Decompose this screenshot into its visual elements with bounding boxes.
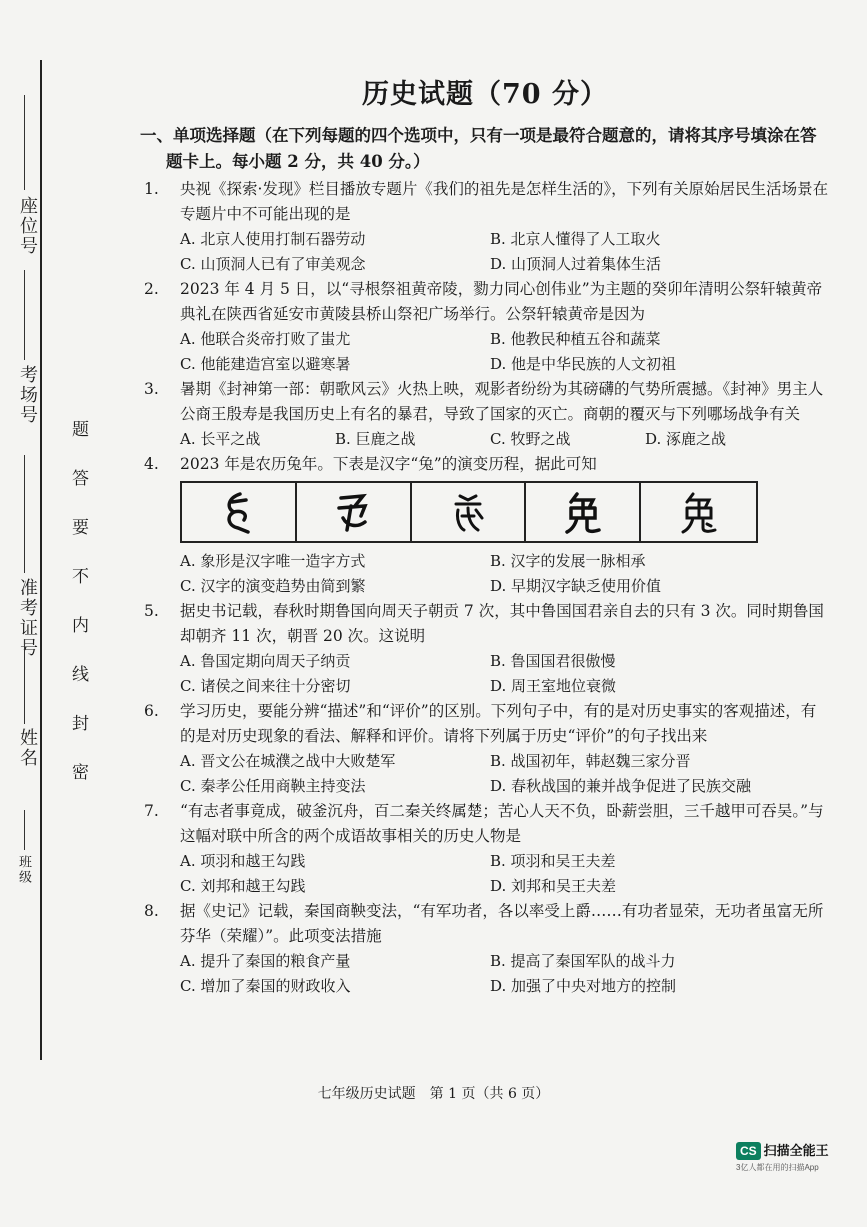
option-c: C. 诸侯之间来往十分密切	[180, 677, 351, 695]
binding-margin	[0, 0, 120, 1227]
option-b: B. 项羽和吴王夫差	[490, 852, 616, 870]
name-blank	[24, 640, 25, 724]
question-5: 5. 据史书记载，春秋时期鲁国向周天子朝贡 7 次，其中鲁国国君亲自去的只有 3 次。同时期鲁国却朝齐 11 次，朝晋 20 次。这说明 A. 鲁国定期向周天子纳贡 B. 鲁国国君很傲慢 C. 诸侯之间来往十分密切 D. 周王室地位衰微	[140, 599, 830, 699]
option-a: A. 北京人使用打制石器劳动	[180, 230, 366, 248]
question-stem: 暑期《封神第一部：朝歌风云》火热上映，观影者纷纷为其磅礴的气势所震撼。《封神》男主人公商王殷寿是我国历史上有名的暴君，导致了国家的灭亡。商朝的覆灭与下列哪场战争有关	[180, 380, 824, 423]
option-c: C. 秦孝公任用商鞅主持变法	[180, 777, 366, 795]
option-b: B. 提高了秦国军队的战斗力	[490, 952, 676, 970]
option-b: B. 他教民种植五谷和蔬菜	[490, 330, 661, 348]
ticket-blank	[24, 455, 25, 573]
option-d: D. 早期汉字缺乏使用价值	[490, 577, 662, 595]
option-c: C. 刘邦和越王勾践	[180, 877, 306, 895]
question-2: 2. 2023 年 4 月 5 日，以“寻根祭祖黄帝陵，勠力同心创伟业”为主题的癸卯年清明公祭轩辕黄帝典礼在陕西省延安市黄陵县桥山祭祀广场举行。公祭轩辕黄帝是因为 A. 他联合炎帝打败了蚩尤 B. 他教民种植五谷和蔬菜 C. 他能建造宫室以避寒暑 D. 他是中华民族的人文初祖	[140, 277, 830, 377]
scanner-name: 扫描全能王	[763, 1143, 829, 1158]
clerical-glyph	[526, 483, 641, 541]
option-d: D. 刘邦和吴王夫差	[490, 877, 617, 895]
seat-blank	[24, 95, 25, 190]
section-heading: 一、单项选择题（在下列每题的四个选项中，只有一项是最符合题意的，请将其序号填涂在答题卡上。每小题 2 分，共 40 分。）	[140, 126, 817, 171]
question-stem: 学习历史，要能分辨“描述”和“评价”的区别。下列句子中，有的是对历史事实的客观描述，有的是对历史现象的看法、解释和评价。请将下列属于历史“评价”的句子找出来	[180, 702, 817, 745]
option-d: D. 山顶洞人过着集体生活	[490, 255, 662, 273]
scanner-tagline: 3亿人都在用的扫描App	[736, 1163, 819, 1172]
rabbit-evolution-table	[180, 481, 758, 543]
option-d: D. 周王室地位衰微	[490, 677, 617, 695]
option-a: A. 他联合炎帝打败了蚩尤	[180, 330, 351, 348]
seat-label: 座位号	[17, 196, 38, 256]
option-d: D. 加强了中央对地方的控制	[490, 977, 677, 995]
ticket-label: 准考证号	[17, 578, 38, 658]
question-stem: 据史书记载，春秋时期鲁国向周天子朝贡 7 次，其中鲁国国君亲自去的只有 3 次。同时期鲁国却朝齐 11 次，朝晋 20 次。这说明	[180, 602, 824, 645]
exam-body	[140, 72, 830, 999]
exam-room-blank	[24, 270, 25, 360]
name-label: 姓名	[17, 728, 38, 768]
bronze-glyph	[297, 483, 412, 541]
question-8: 8. 据《史记》记载，秦国商鞅变法，“有军功者，各以率受上爵……有功者显荣，无功者虽富无所芬华（荣耀）”。此项变法措施 A. 提升了秦国的粮食产量 B. 提高了秦国军队的战斗力 C. 增加了秦国的财政收入 D. 加强了中央对地方的控制	[140, 899, 830, 999]
option-b: B. 巨鹿之战	[335, 430, 416, 448]
question-3: 3. 暑期《封神第一部：朝歌风云》火热上映，观影者纷纷为其磅礴的气势所震撼。《封神》男主人公商王殷寿是我国历史上有名的暴君，导致了国家的灭亡。商朝的覆灭与下列哪场战争有关 A. 长平之战 B. 巨鹿之战 C. 牧野之战 D. 涿鹿之战	[140, 377, 830, 452]
option-c: C. 汉字的演变趋势由简到繁	[180, 577, 366, 595]
option-d: D. 涿鹿之战	[645, 430, 727, 448]
page-title: 历史试题（70 分）	[362, 79, 608, 110]
option-a: A. 提升了秦国的粮食产量	[180, 952, 351, 970]
question-7: 7. “有志者事竟成，破釜沉舟，百二秦关终属楚；苦心人天不负，卧薪尝胆，三千越甲可吞吴。”与这幅对联中所含的两个成语故事相关的历史人物是 A. 项羽和越王勾践 B. 项羽和吴王夫差 C. 刘邦和越王勾践 D. 刘邦和吴王夫差	[140, 799, 830, 899]
option-a: A. 鲁国定期向周天子纳贡	[180, 652, 351, 670]
question-6: 6. 学习历史，要能分辨“描述”和“评价”的区别。下列句子中，有的是对历史事实的客观描述，有的是对历史现象的看法、解释和评价。请将下列属于历史“评价”的句子找出来 A. 晋文公在城濮之战中大败楚军 B. 战国初年，韩赵魏三家分晋 C. 秦孝公任用商鞅主持变法 D. 春秋战国的兼并战争促进了民族交融	[140, 699, 830, 799]
option-c: C. 他能建造宫室以避寒暑	[180, 355, 351, 373]
option-a: A. 象形是汉字唯一造字方式	[180, 552, 366, 570]
question-stem: “有志者事竟成，破釜沉舟，百二秦关终属楚；苦心人天不负，卧薪尝胆，三千越甲可吞吴。”与这幅对联中所含的两个成语故事相关的历史人物是	[180, 802, 824, 845]
page-footer: 七年级历史试题 第 1 页（共 6 页）	[317, 1086, 550, 1102]
scanner-watermark	[736, 1140, 829, 1173]
oracle-bone-glyph	[182, 483, 297, 541]
seal-line-notice: 题答要不内线封密	[68, 420, 88, 812]
question-4: 4. 2023 年是农历兔年。下表是汉字“兔”的演变历程，据此可知 A. 象形是汉字唯一造字方式 B. 汉字的发展一脉相承 C. 汉字的演变趋势由简到繁 D. 早期汉字缺乏使用价值	[140, 452, 830, 599]
binding-line	[40, 60, 42, 1060]
class-blank	[24, 810, 25, 850]
option-a: A. 长平之战	[180, 430, 261, 448]
option-b: B. 北京人懂得了人工取火	[490, 230, 661, 248]
question-stem: 据《史记》记载，秦国商鞅变法，“有军功者，各以率受上爵……有功者显荣，无功者虽富无所芬华（荣耀）”。此项变法措施	[180, 902, 824, 945]
scanner-logo-icon: CS	[736, 1142, 761, 1160]
regular-script-glyph	[641, 483, 756, 541]
class-label: 班级	[16, 855, 31, 885]
option-c: C. 山顶洞人已有了审美观念	[180, 255, 366, 273]
option-c: C. 增加了秦国的财政收入	[180, 977, 351, 995]
option-d: D. 春秋战国的兼并战争促进了民族交融	[490, 777, 752, 795]
option-d: D. 他是中华民族的人文初祖	[490, 355, 677, 373]
question-stem: 央视《探索·发现》栏目播放专题片《我们的祖先是怎样生活的》，下列有关原始居民生活场景在专题片中不可能出现的是	[180, 180, 829, 223]
option-b: B. 战国初年，韩赵魏三家分晋	[490, 752, 691, 770]
seal-script-glyph	[412, 483, 527, 541]
exam-room-label: 考场号	[17, 365, 38, 425]
option-b: B. 鲁国国君很傲慢	[490, 652, 616, 670]
question-stem: 2023 年 4 月 5 日，以“寻根祭祖黄帝陵，勠力同心创伟业”为主题的癸卯年清明公祭轩辕黄帝典礼在陕西省延安市黄陵县桥山祭祀广场举行。公祭轩辕黄帝是因为	[180, 280, 823, 323]
option-a: A. 晋文公在城濮之战中大败楚军	[180, 752, 396, 770]
option-b: B. 汉字的发展一脉相承	[490, 552, 646, 570]
question-stem: 2023 年是农历兔年。下表是汉字“兔”的演变历程，据此可知	[180, 455, 597, 473]
option-c: C. 牧野之战	[490, 430, 571, 448]
option-a: A. 项羽和越王勾践	[180, 852, 306, 870]
question-1: 1. 央视《探索·发现》栏目播放专题片《我们的祖先是怎样生活的》，下列有关原始居民生活场景在专题片中不可能出现的是 A. 北京人使用打制石器劳动 B. 北京人懂得了人工取火 C. 山顶洞人已有了审美观念 D. 山顶洞人过着集体生活	[140, 177, 830, 277]
